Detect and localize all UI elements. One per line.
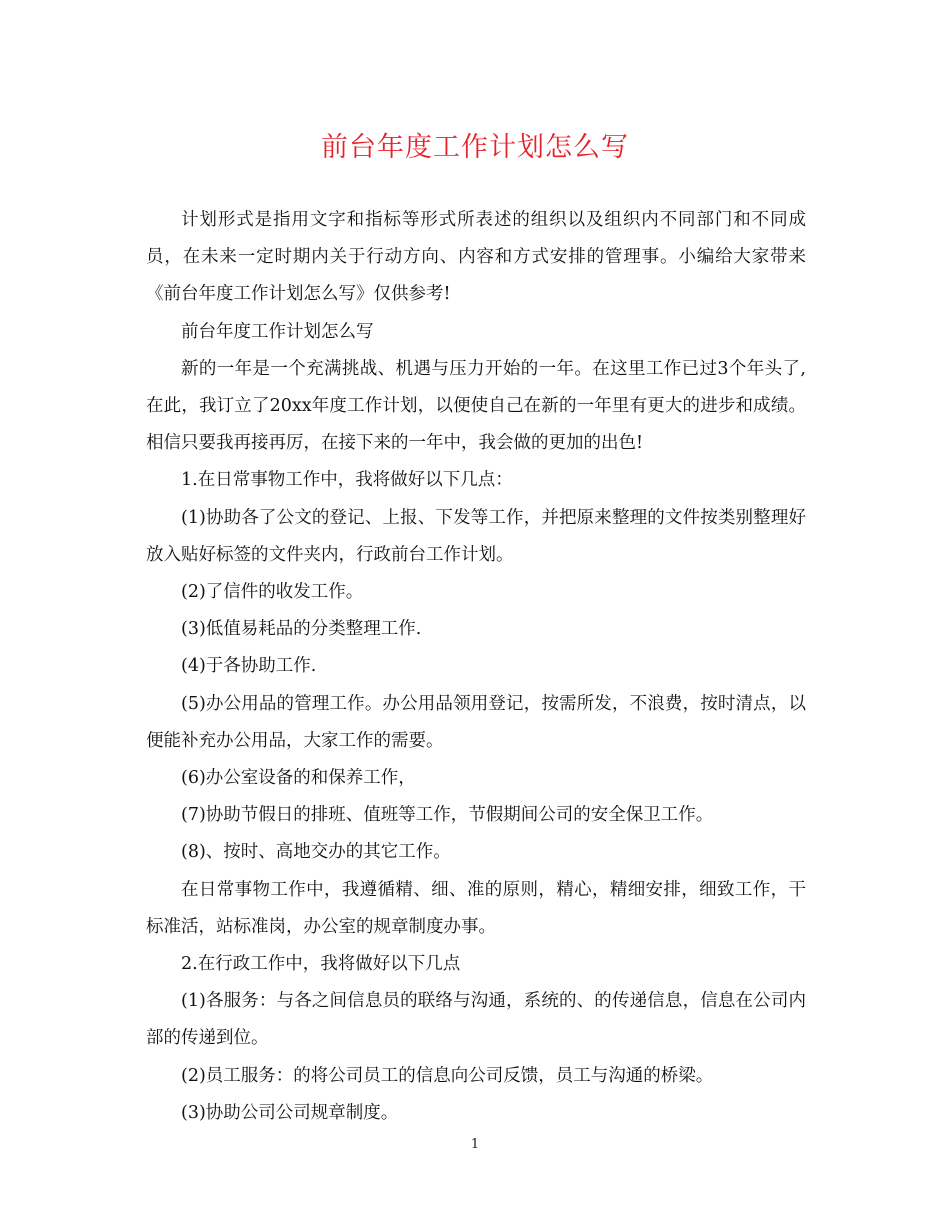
paragraph-item-1-3: (3)低值易耗品的分类整理工作. [181,619,422,640]
paragraph-item-2-3: (3)协助公司公司规章制度。 [181,1102,399,1123]
paragraph-item-1-6: (6)办公室设备的和保养工作， [181,768,416,789]
paragraph-section-1-heading: 1.在日常事物工作中，我将做好以下几点： [181,470,513,491]
document-title: 前台年度工作计划怎么写 [321,132,629,163]
paragraph-item-1-2: (2)了信件的收发工作。 [181,582,364,603]
paragraph-item-2-2: (2)员工服务：的将公司员工的信息向公司反馈，员工与沟通的桥梁。 [181,1065,714,1086]
paragraph-item-1-7: (7)协助节假日的排班、值班等工作，节假期间公司的安全保卫工作。 [181,805,714,826]
paragraph-intro: 计划形式是指用文字和指标等形式所表述的组织以及组织内不同部门和不同成员，在未来一定时期内关于行动方向、内容和方式安排的管理事。小编给大家带来《前台年度工作计划怎么写》仅供参考! [146,210,806,305]
paragraph-item-1-5: (5)办公用品的管理工作。办公用品领用登记，按需所发，不浪费，按时清点，以便能补充办公用品，大家工作的需要。 [146,693,806,751]
paragraph-section-2-heading: 2.在行政工作中，我将做好以下几点 [181,954,461,975]
paragraph-opening: 新的一年是一个充满挑战、机遇与压力开始的一年。在这里工作已过3个年头了,在此，我订立了20xx年度工作计划，以便使自己在新的一年里有更大的进步和成绩。相信只要我再接再厉，在接下来的一年中，我会做的更加的出色! [146,358,806,454]
paragraph-item-1-4: (4)于各协助工作. [181,656,317,677]
paragraph-item-1-8: (8)、按时、高地交办的其它工作。 [181,842,451,863]
paragraph-item-2-1: (1)各服务：与各之间信息员的联络与沟通，系统的、的传递信息，信息在公司内部的传递到位。 [146,991,806,1049]
paragraph-section-1-summary: 在日常事物工作中，我遵循精、细、准的原则，精心，精细安排，细致工作，干标准活，站标准岗，办公室的规章制度办事。 [146,879,806,937]
document-body [146,202,806,1132]
paragraph-item-1-1: (1)协助各了公文的登记、上报、下发等工作，并把原来整理的文件按类别整理好放入贴好标签的文件夹内，行政前台工作计划。 [146,507,806,565]
paragraph-subtitle: 前台年度工作计划怎么写 [181,321,374,342]
page-number: 1 [470,1137,480,1152]
